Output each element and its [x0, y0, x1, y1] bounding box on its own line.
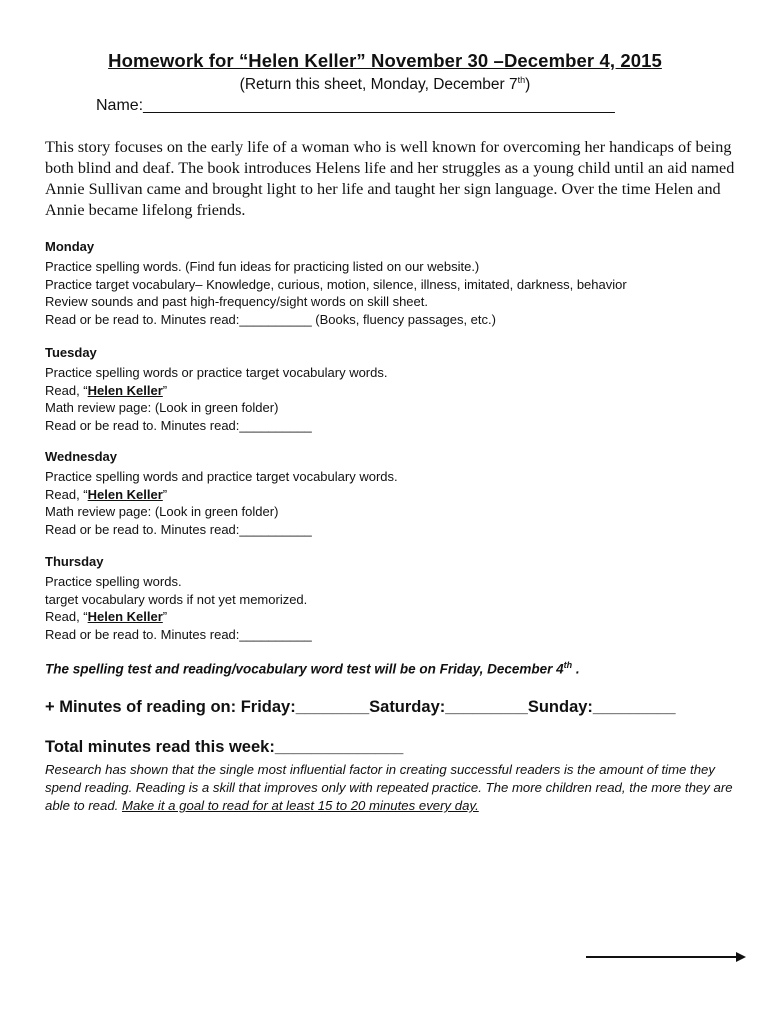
task-line: Practice spelling words. (Find fun ideas for practicing listed on our website.): [45, 259, 480, 274]
read-prefix: Read, “: [45, 609, 88, 624]
task-line: Math review page: (Look in green folder): [45, 504, 279, 519]
minutes-read-line[interactable]: Read or be read to. Minutes read:__________: [45, 521, 312, 537]
minutes-read-line[interactable]: Read or be read to. Minutes read:__________: [45, 417, 312, 433]
thursday-section: [45, 553, 745, 643]
task-line: Practice target vocabulary– Knowledge, curious, motion, silence, illness, imitated, darkness, behavior: [45, 276, 627, 292]
wednesday-section: [45, 448, 745, 538]
return-instruction-text: (Return this sheet, Monday, December 7: [239, 76, 518, 94]
task-line: Practice spelling words or practice target vocabulary words.: [45, 365, 388, 380]
minutes-read-line[interactable]: Read or be read to. Minutes read:__________: [45, 626, 312, 642]
day-heading: Thursday: [45, 554, 104, 569]
read-prefix: Read, “: [45, 382, 88, 398]
read-book-line: [45, 382, 745, 400]
name-label: Name:: [96, 97, 144, 114]
read-suffix: ”: [162, 609, 168, 624]
task-line: Practice spelling words and practice target vocabulary words.: [45, 469, 398, 484]
return-instruction-close: ): [525, 76, 531, 94]
weekend-minutes-row[interactable]: + Minutes of reading on: Friday:________Saturday:_________Sunday:_________: [45, 698, 676, 716]
task-line: Practice spelling words.: [45, 574, 182, 589]
day-heading: Tuesday: [45, 345, 97, 360]
book-title: Helen Keller: [87, 486, 163, 502]
day-heading: Monday: [45, 239, 95, 254]
book-title: Helen Keller: [87, 382, 163, 398]
read-prefix: Read, “: [45, 486, 88, 502]
task-line: target vocabulary words if not yet memorized.: [45, 591, 308, 607]
name-blank[interactable]: _____________________________________________________: [143, 97, 615, 114]
name-field[interactable]: [96, 97, 615, 115]
spelling-test-text: The spelling test and reading/vocabulary word test will be on Friday, December 4: [45, 661, 564, 677]
return-instruction-sup: th: [517, 75, 526, 85]
minutes-read-line[interactable]: Read or be read to. Minutes read:__________ (Books, fluency passages, etc.): [45, 311, 496, 327]
spelling-test-sup: th: [563, 660, 573, 670]
story-intro: This story focuses on the early life of a woman who is well known for overcoming her handicaps of being both blind and deaf. The book introduces Helens life and her struggles as a young child until an aid named Annie Sullivan came and brought light to her life and taught her sign language. Over the time Helen and Annie became lifelong friends.: [45, 138, 735, 219]
spelling-test-notice: [45, 660, 580, 677]
day-heading: Wednesday: [45, 449, 118, 464]
read-suffix: ”: [162, 382, 168, 398]
task-line: Math review page: (Look in green folder): [45, 400, 279, 415]
spelling-test-end: .: [572, 661, 580, 677]
read-book-line: [45, 608, 745, 626]
total-minutes-line[interactable]: Total minutes read this week:______________: [45, 738, 404, 756]
task-line: Review sounds and past high-frequency/sight words on skill sheet.: [45, 294, 428, 309]
next-page-arrow-icon: [586, 950, 746, 964]
research-text: Research has shown that the single most influential factor in creating successful readers is the amount of time they spend reading. Reading is a skill that improves only with repeated practice. The more children read, the more they are able to read.: [45, 762, 733, 813]
tuesday-section: [45, 344, 745, 434]
monday-section: [45, 238, 745, 328]
research-note: [45, 761, 735, 815]
return-instruction: [0, 75, 770, 94]
read-book-line: [45, 486, 745, 504]
page-title: Homework for “Helen Keller” November 30 –December 4, 2015: [108, 50, 662, 71]
read-suffix: ”: [162, 486, 168, 502]
reading-goal: Make it a goal to read for at least 15 to 20 minutes every day.: [121, 798, 479, 813]
book-title: Helen Keller: [87, 609, 163, 624]
